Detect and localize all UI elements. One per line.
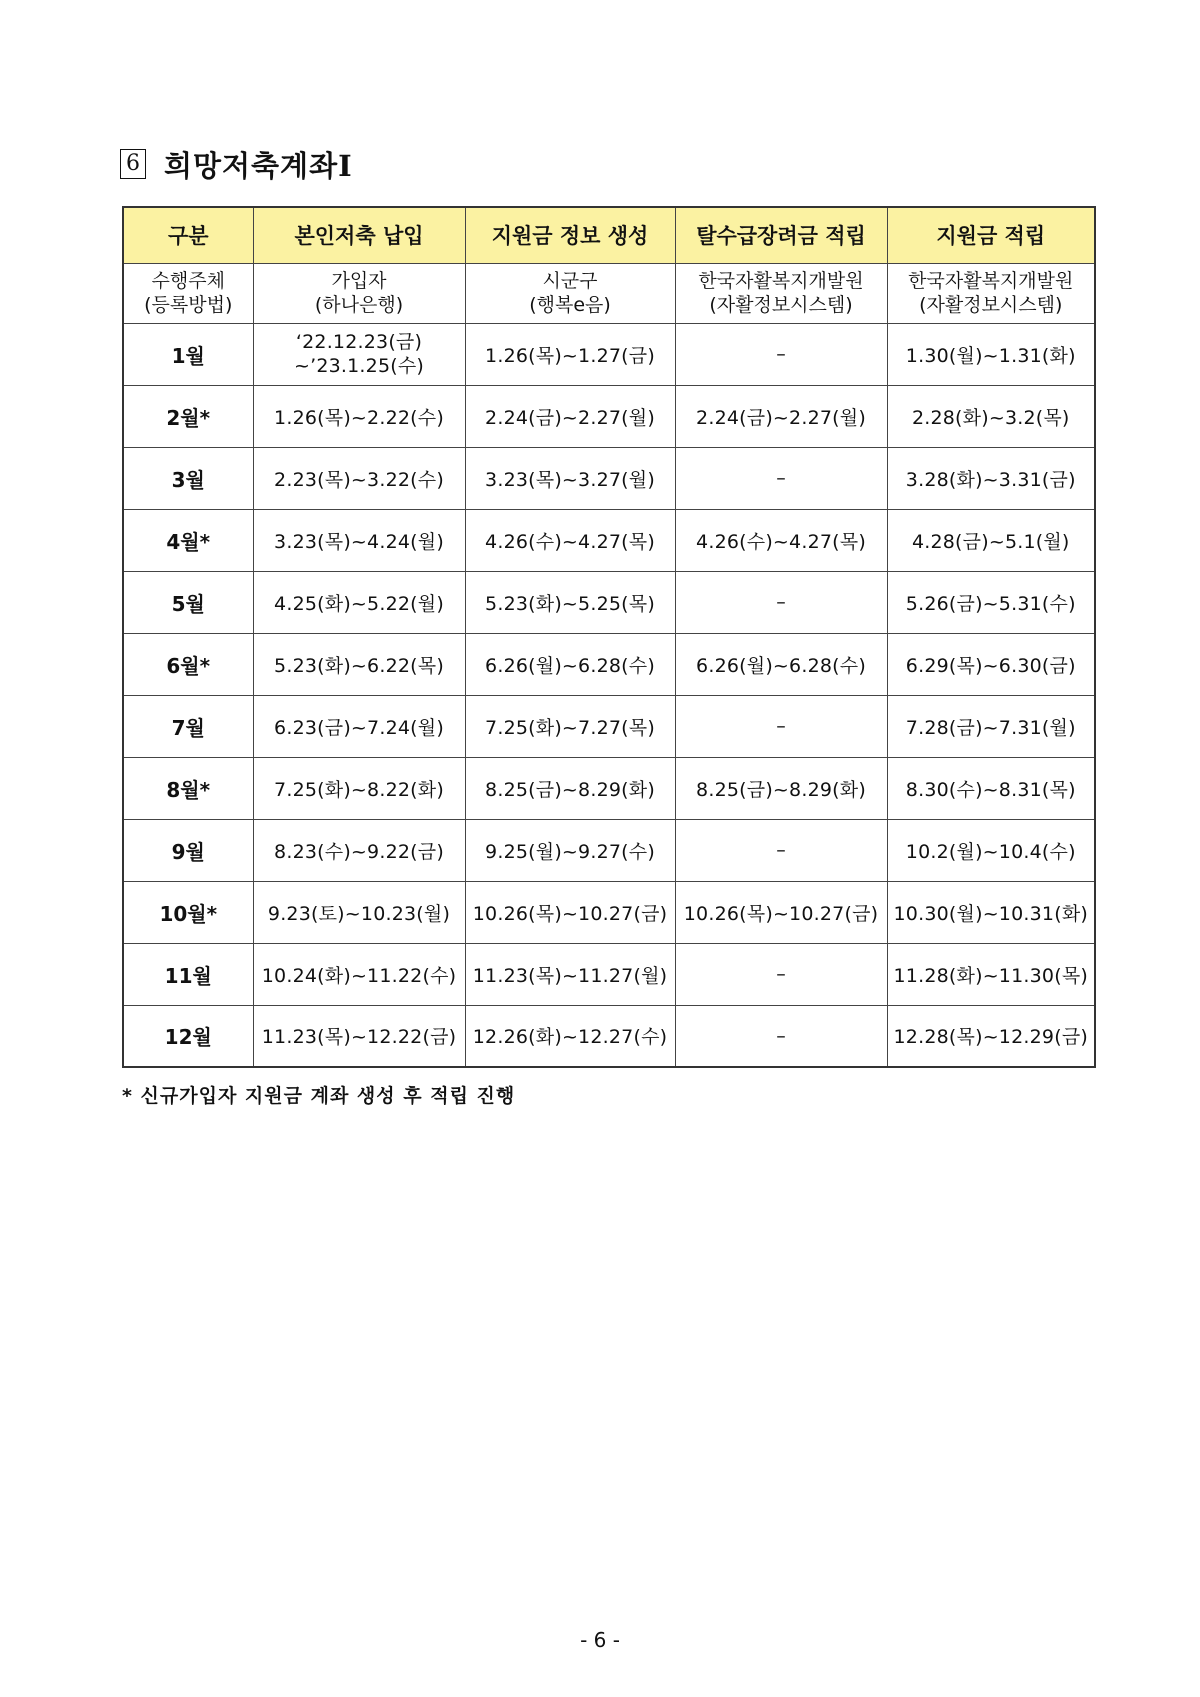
cell-month: 3월 xyxy=(123,447,253,509)
table-row xyxy=(123,447,1095,509)
cell-self-deposit: 8.23(수)~9.22(금) xyxy=(253,819,465,881)
cell-self-deposit: 5.23(화)~6.22(목) xyxy=(253,633,465,695)
cell-incentive: – xyxy=(675,1005,887,1067)
table-row xyxy=(123,323,1095,385)
cell-month: 1월 xyxy=(123,323,253,385)
subheader-cell xyxy=(675,263,887,323)
table-row xyxy=(123,695,1095,757)
cell-support-info: 3.23(목)~3.27(월) xyxy=(465,447,675,509)
subheader-label-line2: (등록방법) xyxy=(144,294,233,316)
cell-incentive: – xyxy=(675,819,887,881)
cell-support-info: 5.23(화)~5.25(목) xyxy=(465,571,675,633)
header-self-deposit: 본인저축 납입 xyxy=(253,207,465,263)
cell-support-info: 7.25(화)~7.27(목) xyxy=(465,695,675,757)
table-subheader-row xyxy=(123,263,1095,323)
footnote: * 신규가입자 지원금 계좌 생성 후 적립 진행 xyxy=(122,1085,516,1107)
subheader-cell-line1: 가입자 xyxy=(331,270,387,292)
cell-self-deposit: 6.23(금)~7.24(월) xyxy=(253,695,465,757)
schedule-table xyxy=(122,206,1096,1068)
subheader-cell-line1: 한국자활복지개발원 xyxy=(908,270,1074,292)
cell-month: 2월* xyxy=(123,385,253,447)
cell-self-deposit: 10.24(화)~11.22(수) xyxy=(253,943,465,1005)
cell-month: 8월* xyxy=(123,757,253,819)
cell-support-info: 11.23(목)~11.27(월) xyxy=(465,943,675,1005)
table-row xyxy=(123,757,1095,819)
cell-self-deposit-line2: ~’23.1.25(수) xyxy=(293,355,425,377)
cell-month: 11월 xyxy=(123,943,253,1005)
cell-month: 7월 xyxy=(123,695,253,757)
table-row xyxy=(123,385,1095,447)
subheader-cell-line1: 시군구 xyxy=(542,270,598,292)
table-row xyxy=(123,943,1095,1005)
cell-incentive: 10.26(목)~10.27(금) xyxy=(675,881,887,943)
cell-support-deposit: 7.28(금)~7.31(월) xyxy=(887,695,1095,757)
subheader-cell xyxy=(465,263,675,323)
cell-incentive: 4.26(수)~4.27(목) xyxy=(675,509,887,571)
cell-incentive: – xyxy=(675,323,887,385)
subheader-cell-line2: (자활정보시스템) xyxy=(709,294,853,316)
subheader-label xyxy=(123,263,253,323)
cell-support-info: 1.26(목)~1.27(금) xyxy=(465,323,675,385)
cell-month: 12월 xyxy=(123,1005,253,1067)
table-row xyxy=(123,571,1095,633)
table-header-row xyxy=(123,207,1095,263)
cell-incentive: – xyxy=(675,695,887,757)
cell-month: 10월* xyxy=(123,881,253,943)
cell-incentive: – xyxy=(675,943,887,1005)
subheader-cell-line2: (하나은행) xyxy=(314,294,404,316)
cell-self-deposit: 11.23(목)~12.22(금) xyxy=(253,1005,465,1067)
cell-support-info: 10.26(목)~10.27(금) xyxy=(465,881,675,943)
header-incentive: 탈수급장려금 적립 xyxy=(675,207,887,263)
cell-incentive: – xyxy=(675,571,887,633)
subheader-cell xyxy=(253,263,465,323)
cell-support-deposit: 5.26(금)~5.31(수) xyxy=(887,571,1095,633)
cell-support-deposit: 1.30(월)~1.31(화) xyxy=(887,323,1095,385)
cell-self-deposit-line1: ‘22.12.23(금) xyxy=(295,331,423,353)
table-row xyxy=(123,1005,1095,1067)
cell-support-deposit: 6.29(목)~6.30(금) xyxy=(887,633,1095,695)
cell-month: 9월 xyxy=(123,819,253,881)
subheader-cell-line2: (행복e음) xyxy=(529,294,611,316)
cell-support-deposit: 3.28(화)~3.31(금) xyxy=(887,447,1095,509)
cell-month: 5월 xyxy=(123,571,253,633)
cell-incentive: 8.25(금)~8.29(화) xyxy=(675,757,887,819)
cell-month: 4월* xyxy=(123,509,253,571)
cell-support-deposit: 4.28(금)~5.1(월) xyxy=(887,509,1095,571)
cell-support-info: 9.25(월)~9.27(수) xyxy=(465,819,675,881)
cell-incentive: 2.24(금)~2.27(월) xyxy=(675,385,887,447)
cell-support-deposit: 10.30(월)~10.31(화) xyxy=(887,881,1095,943)
cell-self-deposit: 4.25(화)~5.22(월) xyxy=(253,571,465,633)
table-row xyxy=(123,881,1095,943)
cell-incentive: 6.26(월)~6.28(수) xyxy=(675,633,887,695)
cell-support-info: 12.26(화)~12.27(수) xyxy=(465,1005,675,1067)
header-support-info: 지원금 정보 생성 xyxy=(465,207,675,263)
table-row xyxy=(123,633,1095,695)
table-row xyxy=(123,509,1095,571)
section-heading xyxy=(120,142,353,186)
subheader-cell-line1: 한국자활복지개발원 xyxy=(698,270,864,292)
section-number: 6 xyxy=(120,149,146,179)
header-support-deposit: 지원금 적립 xyxy=(887,207,1095,263)
cell-support-info: 6.26(월)~6.28(수) xyxy=(465,633,675,695)
cell-self-deposit: 3.23(목)~4.24(월) xyxy=(253,509,465,571)
cell-support-deposit: 11.28(화)~11.30(목) xyxy=(887,943,1095,1005)
cell-support-deposit: 8.30(수)~8.31(목) xyxy=(887,757,1095,819)
cell-self-deposit: 7.25(화)~8.22(화) xyxy=(253,757,465,819)
cell-support-info: 8.25(금)~8.29(화) xyxy=(465,757,675,819)
cell-support-deposit: 2.28(화)~3.2(목) xyxy=(887,385,1095,447)
subheader-cell xyxy=(887,263,1095,323)
cell-month: 6월* xyxy=(123,633,253,695)
cell-support-deposit: 10.2(월)~10.4(수) xyxy=(887,819,1095,881)
cell-self-deposit: 2.23(목)~3.22(수) xyxy=(253,447,465,509)
schedule-table-container xyxy=(122,206,1096,1068)
page-number: - 6 - xyxy=(580,1628,620,1652)
section-title: 희망저축계좌Ⅰ xyxy=(164,148,353,183)
cell-support-info: 4.26(수)~4.27(목) xyxy=(465,509,675,571)
cell-self-deposit: 1.26(목)~2.22(수) xyxy=(253,385,465,447)
subheader-label-line1: 수행주체 xyxy=(151,270,225,292)
header-category: 구분 xyxy=(123,207,253,263)
cell-self-deposit: 9.23(토)~10.23(월) xyxy=(253,881,465,943)
table-row xyxy=(123,819,1095,881)
cell-support-deposit: 12.28(목)~12.29(금) xyxy=(887,1005,1095,1067)
cell-self-deposit xyxy=(253,323,465,385)
cell-support-info: 2.24(금)~2.27(월) xyxy=(465,385,675,447)
cell-incentive: – xyxy=(675,447,887,509)
subheader-cell-line2: (자활정보시스템) xyxy=(919,294,1063,316)
